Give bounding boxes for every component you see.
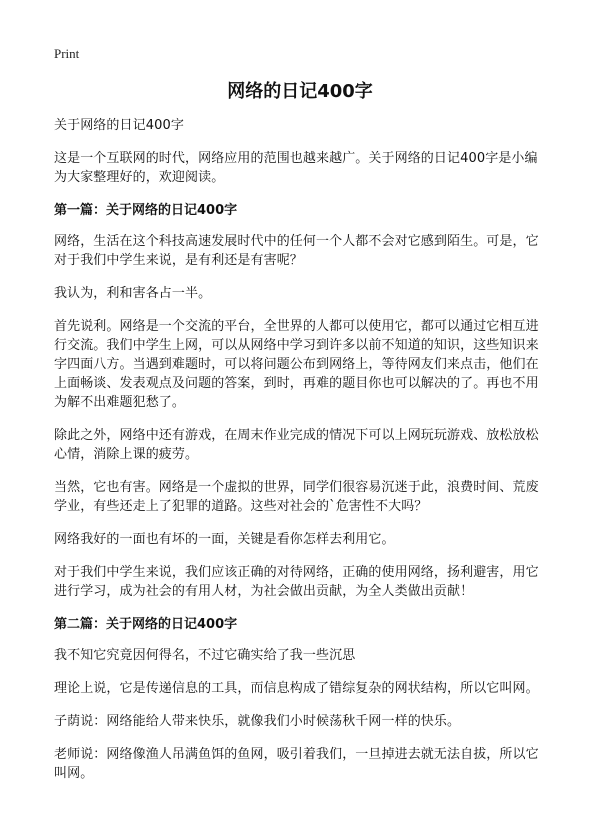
section-heading-2: 第二篇：关于网络的日记400字 — [54, 617, 238, 632]
paragraph: 网络，生活在这个科技高速发展时代中的任何一个人都不会对它感到陌生。可是，它对于我们中学生来说，是有利还是有害呢？ — [54, 234, 539, 268]
paragraph: 对于我们中学生来说，我们应该正确的对待网络，正确的使用网络，扬利避害，用它进行学习，成为社会的有用人材，为社会做出贡献，为全人类做出贡献！ — [54, 565, 539, 599]
intro-paragraph: 这是一个互联网的时代，网络应用的范围也越来越广。关于网络的日记400字是小编为大家整理好的，欢迎阅读。 — [54, 151, 538, 185]
paragraph: 除此之外，网络中还有游戏，在周末作业完成的情况下可以上网玩玩游戏、放松放松心情，消除上课的疲劳。 — [54, 428, 539, 462]
section-heading-1: 第一篇：关于网络的日记400字 — [54, 203, 238, 218]
paragraph: 当然，它也有害。网络是一个虚拟的世界，同学们很容易沉迷于此，浪费时间、荒废学业，有些还走上了犯罪的道路。这些对社会的`危害性不大吗？ — [54, 480, 539, 514]
subtitle: 关于网络的日记400字 — [54, 118, 184, 133]
paragraph: 网络我好的一面也有坏的一面，关键是看你怎样去利用它。 — [54, 532, 395, 547]
article-body — [54, 116, 548, 797]
print-link[interactable]: Print — [54, 46, 80, 61]
paragraph: 老师说：网络像渔人吊满鱼饵的鱼网，吸引着我们，一旦掉进去就无法自拔，所以它叫网。 — [54, 747, 539, 781]
page-title: 网络的日记400字 — [227, 81, 373, 102]
paragraph: 我认为，利和害各占一半。 — [54, 286, 212, 301]
paragraph: 我不知它究竟因何得名，不过它确实给了我一些沉思 — [54, 648, 356, 663]
paragraph: 首先说利。网络是一个交流的平台，全世界的人都可以使用它，都可以通过它相互进行交流。我们中学生上网，可以从网络中学习到许多以前不知道的知识，这些知识来字四面八方。当遇到难题时，可以将问题公布到网络上，等待网友们来点击，他们在上面畅谈、发表观点及问题的答案，到时，再难的题目你也可以解决的了。再也不用为解不出难题犯愁了。 — [54, 319, 539, 410]
paragraph: 子荫说：网络能给人带来快乐，就像我们小时候荡秋千网一样的快乐。 — [54, 714, 461, 729]
paragraph: 理论上说，它是传递信息的工具，而信息构成了错综复杂的网状结构，所以它叫网。 — [54, 681, 539, 696]
